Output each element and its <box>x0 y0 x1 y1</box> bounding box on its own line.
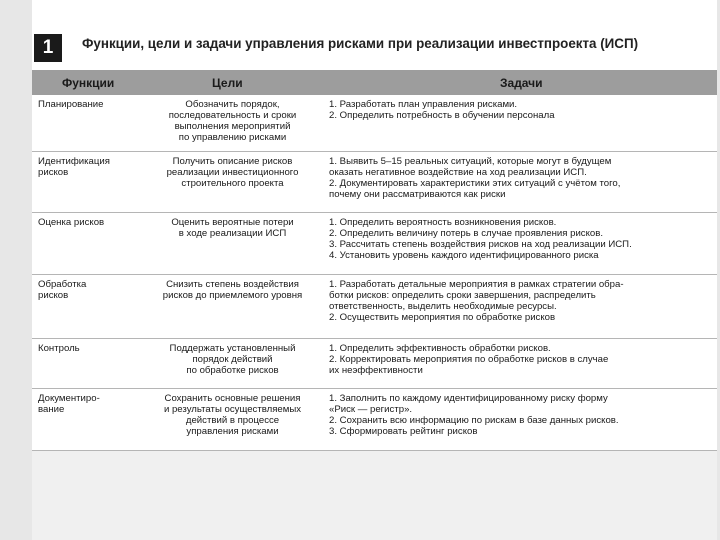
table-header <box>32 70 717 95</box>
function-cell: Планирование <box>38 99 104 110</box>
header-tasks: Задачи <box>500 76 543 90</box>
slide-title: Функции, цели и задачи управления рисками при реализации инвестпроекта (ИСП) <box>82 36 639 51</box>
function-cell: Оценка рисков <box>38 217 105 228</box>
header-goals: Цели <box>212 76 243 90</box>
tasks-cell: 1. Разработать план управления рисками. 2. Определить потребность в обучении персонала <box>329 99 555 121</box>
tasks-cell: 1. Определить вероятность возникновения рисков. 2. Определить величину потерь в случае проявления рисков. 3. Рассчитать степень воздействия рисков на ход реализации ИСП. 4. Установить уровень каждого идентифицированного риска <box>329 217 632 261</box>
goal-cell: Обозначить порядок, последовательность и сроки выполнения мероприятий по управлению рисками <box>168 99 297 143</box>
function-cell: Документиро- вание <box>38 393 100 415</box>
table-row <box>32 95 717 152</box>
bottom-empty-area <box>32 451 717 540</box>
header-functions: Функции <box>62 76 115 90</box>
tasks-cell: 1. Разработать детальные мероприятия в рамках стратегии обра- ботки рисков: определить сроки завершения, распределить ответственность, выделить необходимые ресурсы. 2. Осуществить мероприятия по обработке рисков <box>329 279 624 323</box>
table-row <box>32 213 717 275</box>
function-cell: Идентификация рисков <box>38 156 110 178</box>
goal-cell: Снизить степень воздействия рисков до приемлемого уровня <box>162 279 303 301</box>
goal-cell: Получить описание рисков реализации инвестиционного строительного проекта <box>166 156 299 189</box>
table-row <box>32 152 717 213</box>
goal-cell: Поддержать установленный порядок действий по обработке рисков <box>169 343 296 376</box>
tasks-cell: 1. Выявить 5–15 реальных ситуаций, которые могут в будущем оказать негативное воздействие на ход реализации ИСП. 2. Документировать характеристики этих ситуаций с учётом того, почему они рассматриваются как риски <box>329 156 621 200</box>
slide-number-badge: 1 <box>34 34 62 62</box>
tasks-cell: 1. Определить эффективность обработки рисков. 2. Корректировать мероприятия по обработке рисков в случае их неэффективности <box>329 343 609 376</box>
table-row <box>32 275 717 339</box>
table-row <box>32 339 717 389</box>
goal-cell: Сохранить основные решения и результаты осуществляемых действий в процессе управления рисками <box>163 393 302 437</box>
table-row <box>32 389 717 451</box>
goal-cell: Оценить вероятные потери в ходе реализации ИСП <box>171 217 294 239</box>
tasks-cell: 1. Заполнить по каждому идентифицированному риску форму «Риск — регистр». 2. Сохранить всю информацию по рискам в базе данных рисков. 3. Сформировать рейтинг рисков <box>329 393 619 437</box>
function-cell: Контроль <box>38 343 80 354</box>
function-cell: Обработка рисков <box>38 279 87 301</box>
left-margin-strip <box>0 0 32 540</box>
